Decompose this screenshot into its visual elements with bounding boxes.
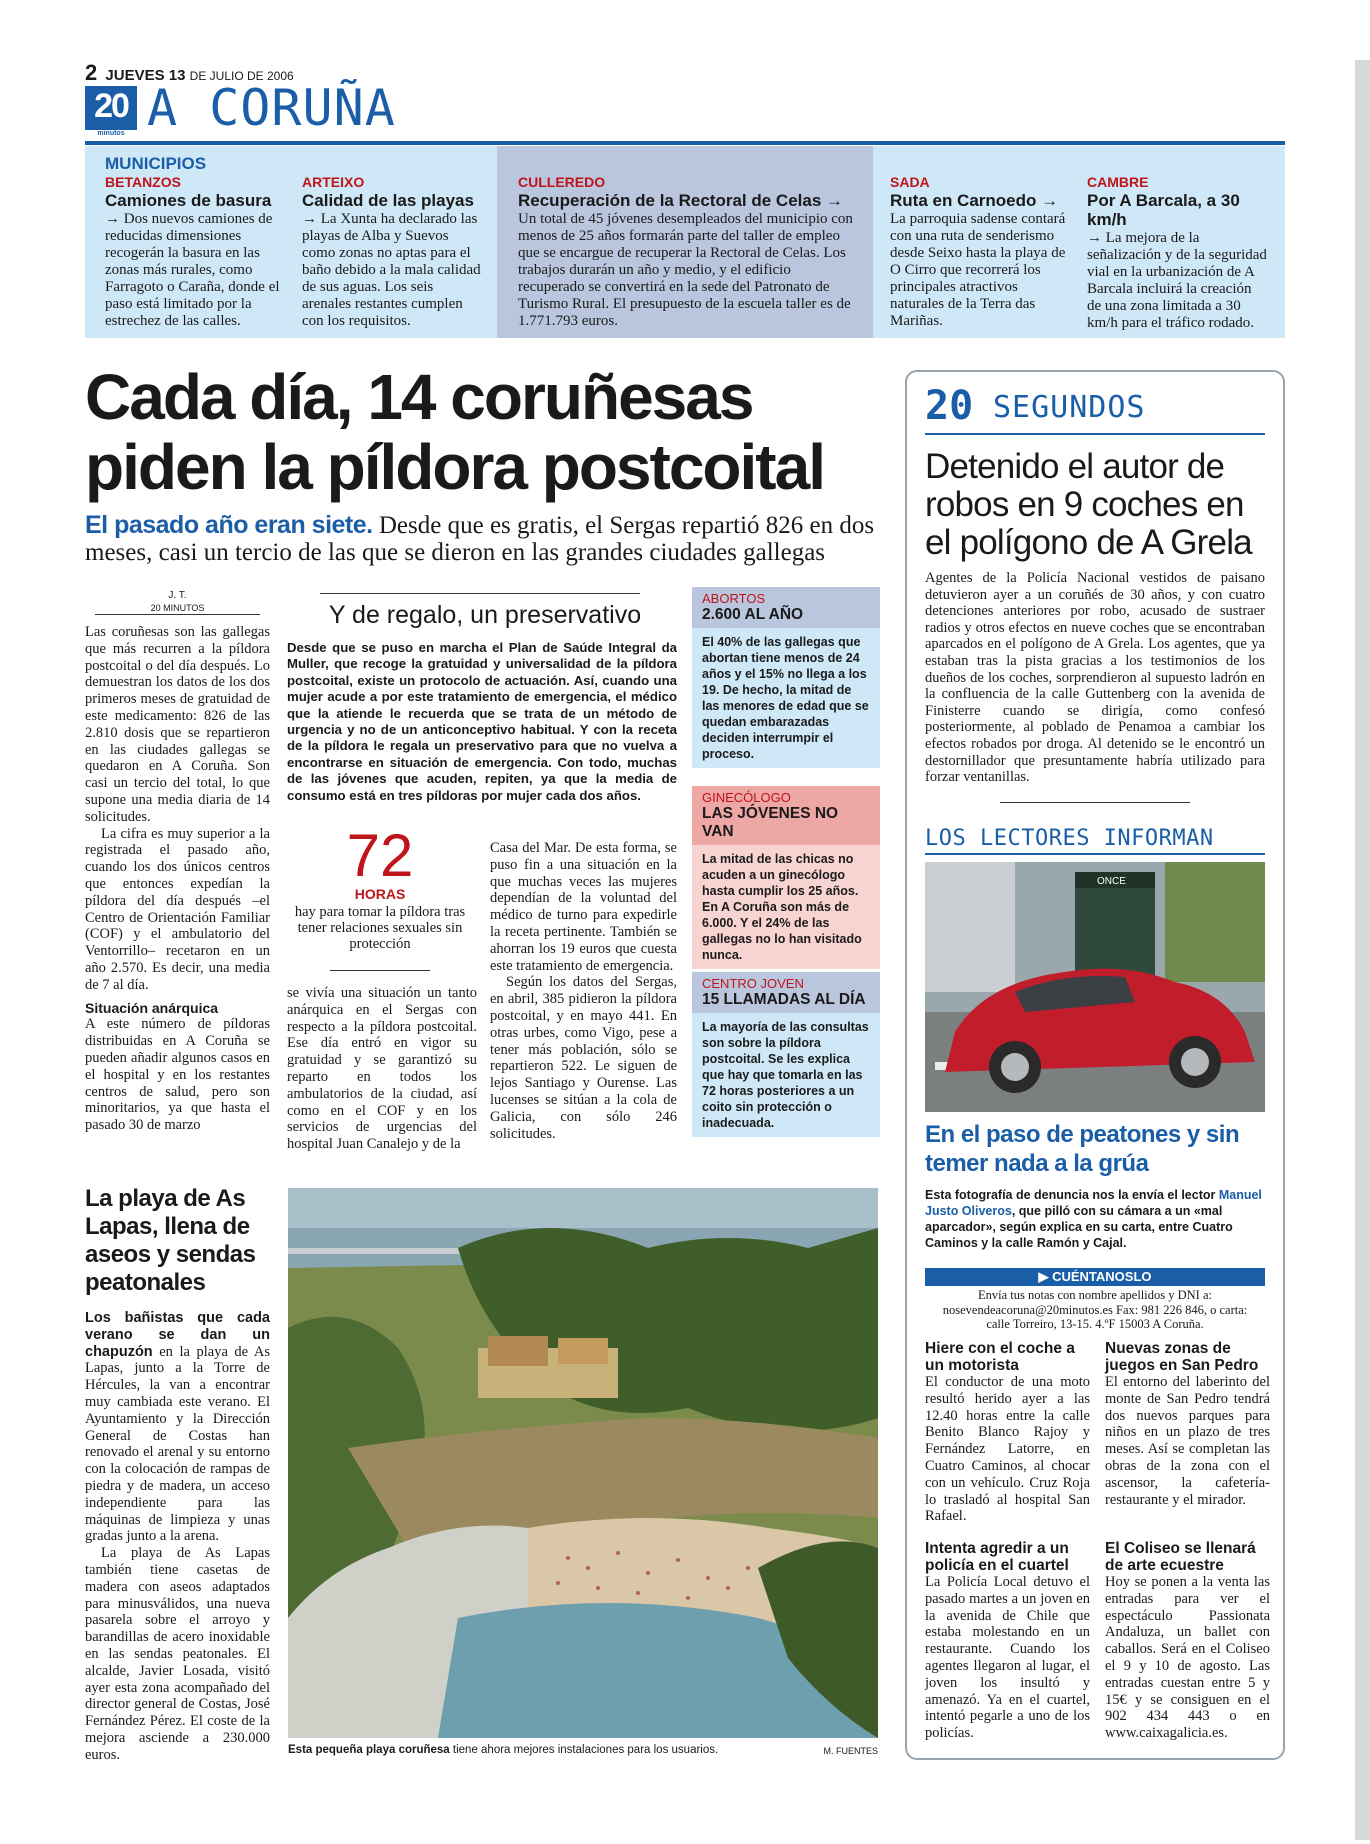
article-column-1 bbox=[85, 624, 270, 1134]
municipio-body: → La Xunta ha declarado las playas de Alba y Suevos como zonas no aptas para el baño debido a la mala calidad de sus aguas. Los seis arenales restantes cumplen con los requisitos. bbox=[302, 211, 481, 329]
beach-illustration bbox=[288, 1188, 878, 1738]
cuentanoslo-email[interactable]: nosevendeacoruna@20minutos.es Fax: 981 226 846, o carta: bbox=[942, 1302, 1248, 1317]
municipio-body: Un total de 45 jóvenes desempleados del municipio con menos de 25 años formarán parte del taller de empleo que se encargue de recuperar la Rectoral de Celas. Los trabajos durarán un año y medio, y el edificio recuperado se convertirá en la sede del Patronato de Turismo Rural. El presupuesto de la escuela taller es de 1.771.793 euros. bbox=[518, 211, 853, 329]
reader-name: Manuel Justo Oliveros bbox=[925, 1188, 1262, 1218]
municipio-body: → La mejora de la señalización y de la seguridad vial en la urbanización de A Barcala incluirá la creación de una zona limitada a 30 km/h para el tráfico rodado. bbox=[1087, 230, 1267, 331]
municipio-headline: Camiones de basura bbox=[105, 191, 272, 210]
subheading: Situación anárquica bbox=[85, 999, 219, 1016]
brief-body: Hoy se ponen a la venta las entradas para ver el espectáculo Passionata Andaluza, un ballet con caballos. Será en el Coliseo el 9 y 10 de agosto. Las entradas cuestan entre 5 y 15€ y se consiguen en el 902 434 443 o en www.caixagalicia.es. bbox=[1105, 1574, 1270, 1742]
paragraph: Las coruñesas son las gallegas que más recurren a la píldora postcoital o del día después. Lo demuestran los datos de los dos primeros meses de gratuidad de este medicamento: 826 de las 2.810 dosis que se repartieron en las ciudades gallegas se quedaron en A Coruña. Son casi un tercio del total, lo que supone una media diaria de 14 solicitudes. bbox=[85, 624, 270, 825]
brief-body: La Policía Local detuvo el pasado martes a un joven en la avenida de Chile que estaba molestando en un restaurante. Cuando los agentes llegaron al lugar, el joven los insultó y amenazó. Ya en el cuartel, intentó pegarle a uno de los policías. bbox=[925, 1574, 1090, 1742]
sidebar-title: 2.600 AL AÑO bbox=[702, 606, 804, 623]
municipio-culleredo bbox=[518, 174, 858, 330]
sidebar-title: 15 LLAMADAS AL DÍA bbox=[702, 991, 866, 1008]
rule bbox=[330, 970, 430, 971]
municipio-body: → Dos nuevos camiones de reducidas dimensiones recogerán la basura en las zonas más rurales, como Farragoto o Caraña, donde el paso está limitado por la estrechez de las calles. bbox=[105, 211, 280, 329]
lectores-headline: En el paso de peatones y sin temer nada a la grúa bbox=[925, 1121, 1240, 1177]
regalo-title: Y de regalo, un preservativo bbox=[328, 601, 642, 629]
byline-author: J. T. bbox=[168, 590, 187, 601]
playa-headline: La playa de As Lapas, llena de aseos y sendas peatonales bbox=[85, 1185, 256, 1296]
municipio-town: CULLEREDO bbox=[518, 174, 606, 190]
stat-label: HORAS bbox=[354, 886, 406, 902]
stat-description: hay para tomar la píldora tras tener relaciones sexuales sin protección bbox=[294, 904, 466, 952]
logo-subtitle: minutos bbox=[97, 130, 125, 137]
paragraph: Casa del Mar. De esta forma, se puso fin a una situación en la que muchas veces las mujeres dependían de la voluntad del médico de turno para expedirle la receta pertinente. También se ahorran los 19 euros que cuesta este tratamiento de emergencia. bbox=[490, 840, 677, 974]
municipio-headline: Calidad de las playas bbox=[302, 191, 474, 210]
brief-headline: Hiere con el coche a un motorista bbox=[925, 1340, 1075, 1374]
subhead-lead: El pasado año eran siete. bbox=[85, 511, 373, 539]
municipio-town: SADA bbox=[890, 174, 930, 190]
byline bbox=[95, 590, 260, 615]
sidebar-header bbox=[692, 972, 880, 1013]
photo-credit: M. FUENTES bbox=[823, 1746, 878, 1756]
day: 13 bbox=[168, 67, 186, 84]
sidebar-kicker: CENTRO JOVEN bbox=[702, 976, 804, 991]
page-header bbox=[85, 60, 1285, 146]
page-number: 2 bbox=[85, 60, 98, 85]
segundos-rule bbox=[925, 433, 1265, 435]
municipios-band bbox=[85, 146, 1285, 338]
brief-body: El conductor de una moto resultó herido ayer a las 12.40 horas entre la calle Benito Blanco Rajoy y Fernández Latorre, en Cuatro Caminos, al chocar con un vehículo. Cruz Roja lo trasladó al hospital San Rafael. bbox=[925, 1374, 1090, 1525]
sidebar-abortos bbox=[692, 587, 880, 768]
sidebar-centro-joven bbox=[692, 972, 880, 1137]
municipio-cambre bbox=[1087, 174, 1267, 332]
20minutos-logo: 20 bbox=[85, 86, 137, 130]
municipio-arteixo bbox=[302, 174, 482, 330]
regalo-text: Desde que se puso en marcha el Plan de Saúde Integral da Muller, que recoge la gratuidad y universalidad de la píldora postcoital, existe un protocolo de actuación. Así, cuando una mujer acude a por este tratamiento de emergencia, el médico que la atiende le recuerda que se trata de un método de urgencia y no de un anticonceptivo habitual. Y con la receta de la píldora le regala un preservativo para que no vuelva a encontrarse en situación de emergencia. Con todo, muchas de las jóvenes que acuden, repiten, ya que la media de consumo está en tres píldoras por mujer cada dos años. bbox=[287, 640, 677, 803]
sidebar-body: La mitad de las chicas no acuden a un ginecólogo hasta cumplir los 25 años. En A Coruña son más de 6.000. Y el 24% de las gallegas no lo han visitado nunca. bbox=[702, 852, 862, 962]
paragraph: se vivía una situación un tanto anárquica en el Sergas con respecto a la píldora postcoital. Ese día entró en vigor su gratuidad y se garantizó su reparto en todos los ambulatorios de la ciudad, así como en el COF y en los servicios de urgencias del hospital Juan Canalejo y de la bbox=[287, 985, 477, 1153]
sidebar-kicker: ABORTOS bbox=[702, 591, 766, 606]
beach-photo bbox=[288, 1188, 878, 1738]
cuentanoslo-bar: ▶ CUÉNTANOSLO bbox=[925, 1268, 1265, 1286]
paragraph: La playa de As Lapas también tiene casetas de madera con aseos adaptados para minusválidos, una nueva pasarela sobre el arroyo y barandillas de acero inoxidable en las sendas peatonales. El alcalde, Javier Losada, visitó ayer esta zona acompañado del director general de Costas, José Fernández Pérez. El coste de la mejora asciende a 230.000 euros. bbox=[85, 1545, 270, 1763]
brief-item bbox=[925, 1340, 1090, 1525]
kiosk-sign: ONCE bbox=[1097, 876, 1126, 887]
brief-headline: Intenta agredir a un policía en el cuartel bbox=[925, 1540, 1069, 1574]
stat-number: 72 bbox=[346, 822, 414, 889]
cuentanoslo-line: Envía tus notas con nombre apellidos y DNI a: bbox=[978, 1288, 1212, 1302]
paragraph: Los bañistas que cada verano se dan un chapuzón en la playa de As Lapas, junto a la Torre de Hércules, la van a encontrar muy cambiada este verano. El Ayuntamiento y la Dirección General de Costas han renovado el arenal y su entorno con la colocación de rampas de piedra y de madera, un acceso independiente para las máquinas de limpieza y unas gradas junto a la arena. bbox=[85, 1310, 270, 1545]
sidebar-header bbox=[692, 786, 880, 845]
brief-headline: El Coliseo se llenará de arte ecuestre bbox=[1105, 1540, 1256, 1574]
page-edge bbox=[1355, 60, 1370, 1840]
brief-item bbox=[1105, 1340, 1270, 1508]
municipio-town: BETANZOS bbox=[105, 174, 181, 190]
municipio-headline: Por A Barcala, a 30 km/h bbox=[1087, 191, 1240, 229]
sidebar-ginecologo bbox=[692, 786, 880, 969]
municipio-headline: Ruta en Carnoedo → bbox=[890, 191, 1059, 210]
playa-body bbox=[85, 1310, 270, 1764]
brief-item bbox=[925, 1540, 1090, 1742]
photo-caption bbox=[288, 1744, 788, 1756]
main-headline: Cada día, 14 coruñesas piden la píldora postcoital bbox=[85, 361, 824, 503]
segundos-logo: 20 bbox=[925, 383, 974, 429]
main-subhead bbox=[85, 512, 885, 566]
rule bbox=[320, 593, 640, 594]
article-column-2 bbox=[287, 985, 477, 1153]
subhead-rest: Desde que es gratis, el Sergas repartió 826 en dos meses, casi un tercio de las que se dieron en las grandes ciudades gallegas bbox=[85, 512, 875, 566]
byline-org: 20 MINUTOS bbox=[150, 603, 205, 613]
sidebar-header bbox=[692, 587, 880, 628]
municipios-title: MUNICIPIOS bbox=[105, 154, 207, 173]
municipio-headline: Recuperación de la Rectoral de Celas → bbox=[518, 191, 844, 210]
car-illustration bbox=[925, 862, 1265, 1112]
municipio-sada bbox=[890, 174, 1068, 330]
cuentanoslo-text bbox=[925, 1288, 1265, 1332]
caption-rest: tiene ahora mejores instalaciones para los usuarios. bbox=[449, 1744, 719, 1756]
rule bbox=[1000, 802, 1190, 803]
weekday: JUEVES bbox=[105, 67, 165, 84]
brief-headline: Nuevas zonas de juegos en San Pedro bbox=[1105, 1340, 1259, 1374]
segundos-word: SEGUNDOS bbox=[993, 390, 1146, 425]
header-rule bbox=[85, 141, 1285, 145]
brief-body: El entorno del laberinto del monte de San Pedro tendrá dos nuevos parques para niños en un plazo de tres meses. Así se completan las obras de la zona con el ascensor, la cafetería-restaurante y el mirador. bbox=[1105, 1374, 1270, 1508]
sidebar-body: La mayoría de las consultas son sobre la píldora postcoital. Se les explica que hay que tomarla en las 72 horas posteriores a un coito sin protección o inadecuada. bbox=[702, 1020, 869, 1130]
segundos-body: Agentes de la Policía Nacional vestidos de paisano detuvieron ayer a un coruñés de 30 años, y con cuatro detenciones anteriores por robo, acusado de sustraer radios y otros efectos en nueve coches que se encontraban aparcados en el polígono de A Grela. Los agentes, que ya estaban tras la pista gracias a los testimonios de los dueños de los coches, sorprendieron al supuesto ladrón en la confluencia de la calle Guttenberg con la avenida de Finisterre cuando se dirigía, como confesó posteriormente, al poblado de Penamoa a cambiar los efectos robados por droga. Al detenido se le encontró un destornillador que presuntamente habría utilizado para forzar ventanillas. bbox=[925, 570, 1265, 786]
lectores-rule bbox=[925, 853, 1265, 855]
sidebar-body: El 40% de las gallegas que abortan tiene menos de 24 años y el 15% no llega a los 19. De hecho, la mitad de las menores de edad que se quedan embarazadas deciden interrumpir el proceso. bbox=[702, 635, 869, 761]
segundos-headline: Detenido el autor de robos en 9 coches en el polígono de A Grela bbox=[925, 447, 1252, 562]
caption-lead: Esta pequeña playa coruñesa bbox=[288, 1744, 450, 1756]
article-column-3 bbox=[490, 840, 677, 1142]
paragraph: A este número de píldoras distribuidas en A Coruña se pueden añadir algunos casos en el hospital y en los restantes centros de salud, pero son minoritarios, ya que hasta el pasado 30 de marzo bbox=[85, 1016, 270, 1134]
municipio-town: CAMBRE bbox=[1087, 174, 1149, 190]
municipio-town: ARTEIXO bbox=[302, 174, 365, 190]
car-photo bbox=[925, 862, 1265, 1112]
lectores-text: Esta fotografía de denuncia nos la envía el lector Manuel Justo Oliveros, que pilló con su cámara a un «mal aparcador», según explica en su carta, entre Cuatro Caminos y la calle Ramón y Cajal. bbox=[925, 1188, 1262, 1250]
sidebar-title: LAS JÓVENES NO VAN bbox=[702, 805, 839, 840]
paragraph: Según los datos del Sergas, en abril, 385 pidieron la píldora postcoital, y en mayo 441. En otras urbes, como Vigo, pese a tener más población, sólo se repartieron 522. Le siguen de lejos Santiago y Ourense. Las lucenses se sitúan a la cola de Galicia, con sólo 246 solicitudes. bbox=[490, 974, 677, 1142]
section-title: A CORUÑA bbox=[147, 79, 396, 137]
cuentanoslo-line: calle Torreiro, 13-15. 4.ºF 15003 A Coruña. bbox=[986, 1317, 1204, 1331]
lectores-title: LOS LECTORES INFORMAN bbox=[925, 826, 1214, 851]
municipio-betanzos bbox=[105, 174, 281, 330]
sidebar-kicker: GINECÓLOGO bbox=[702, 790, 791, 805]
brief-item bbox=[1105, 1540, 1270, 1742]
municipio-body: La parroquia sadense contará con una ruta de senderismo desde Seixo hasta la playa de O Cirro que recorrerá los principales atractivos naturales de la Terra das Mariñas. bbox=[890, 211, 1066, 329]
paragraph: La cifra es muy superior a la registrada el pasado año, cuando los dos únicos centros que entonces expedían la píldora del día después –el Centro de Orientación Familiar (COF) y el ambulatorio del Ventorrillo– recetaron en un año 2.570. Es decir, una media de 7 al día. bbox=[85, 825, 270, 993]
month-year: DE JULIO DE 2006 bbox=[189, 69, 294, 83]
